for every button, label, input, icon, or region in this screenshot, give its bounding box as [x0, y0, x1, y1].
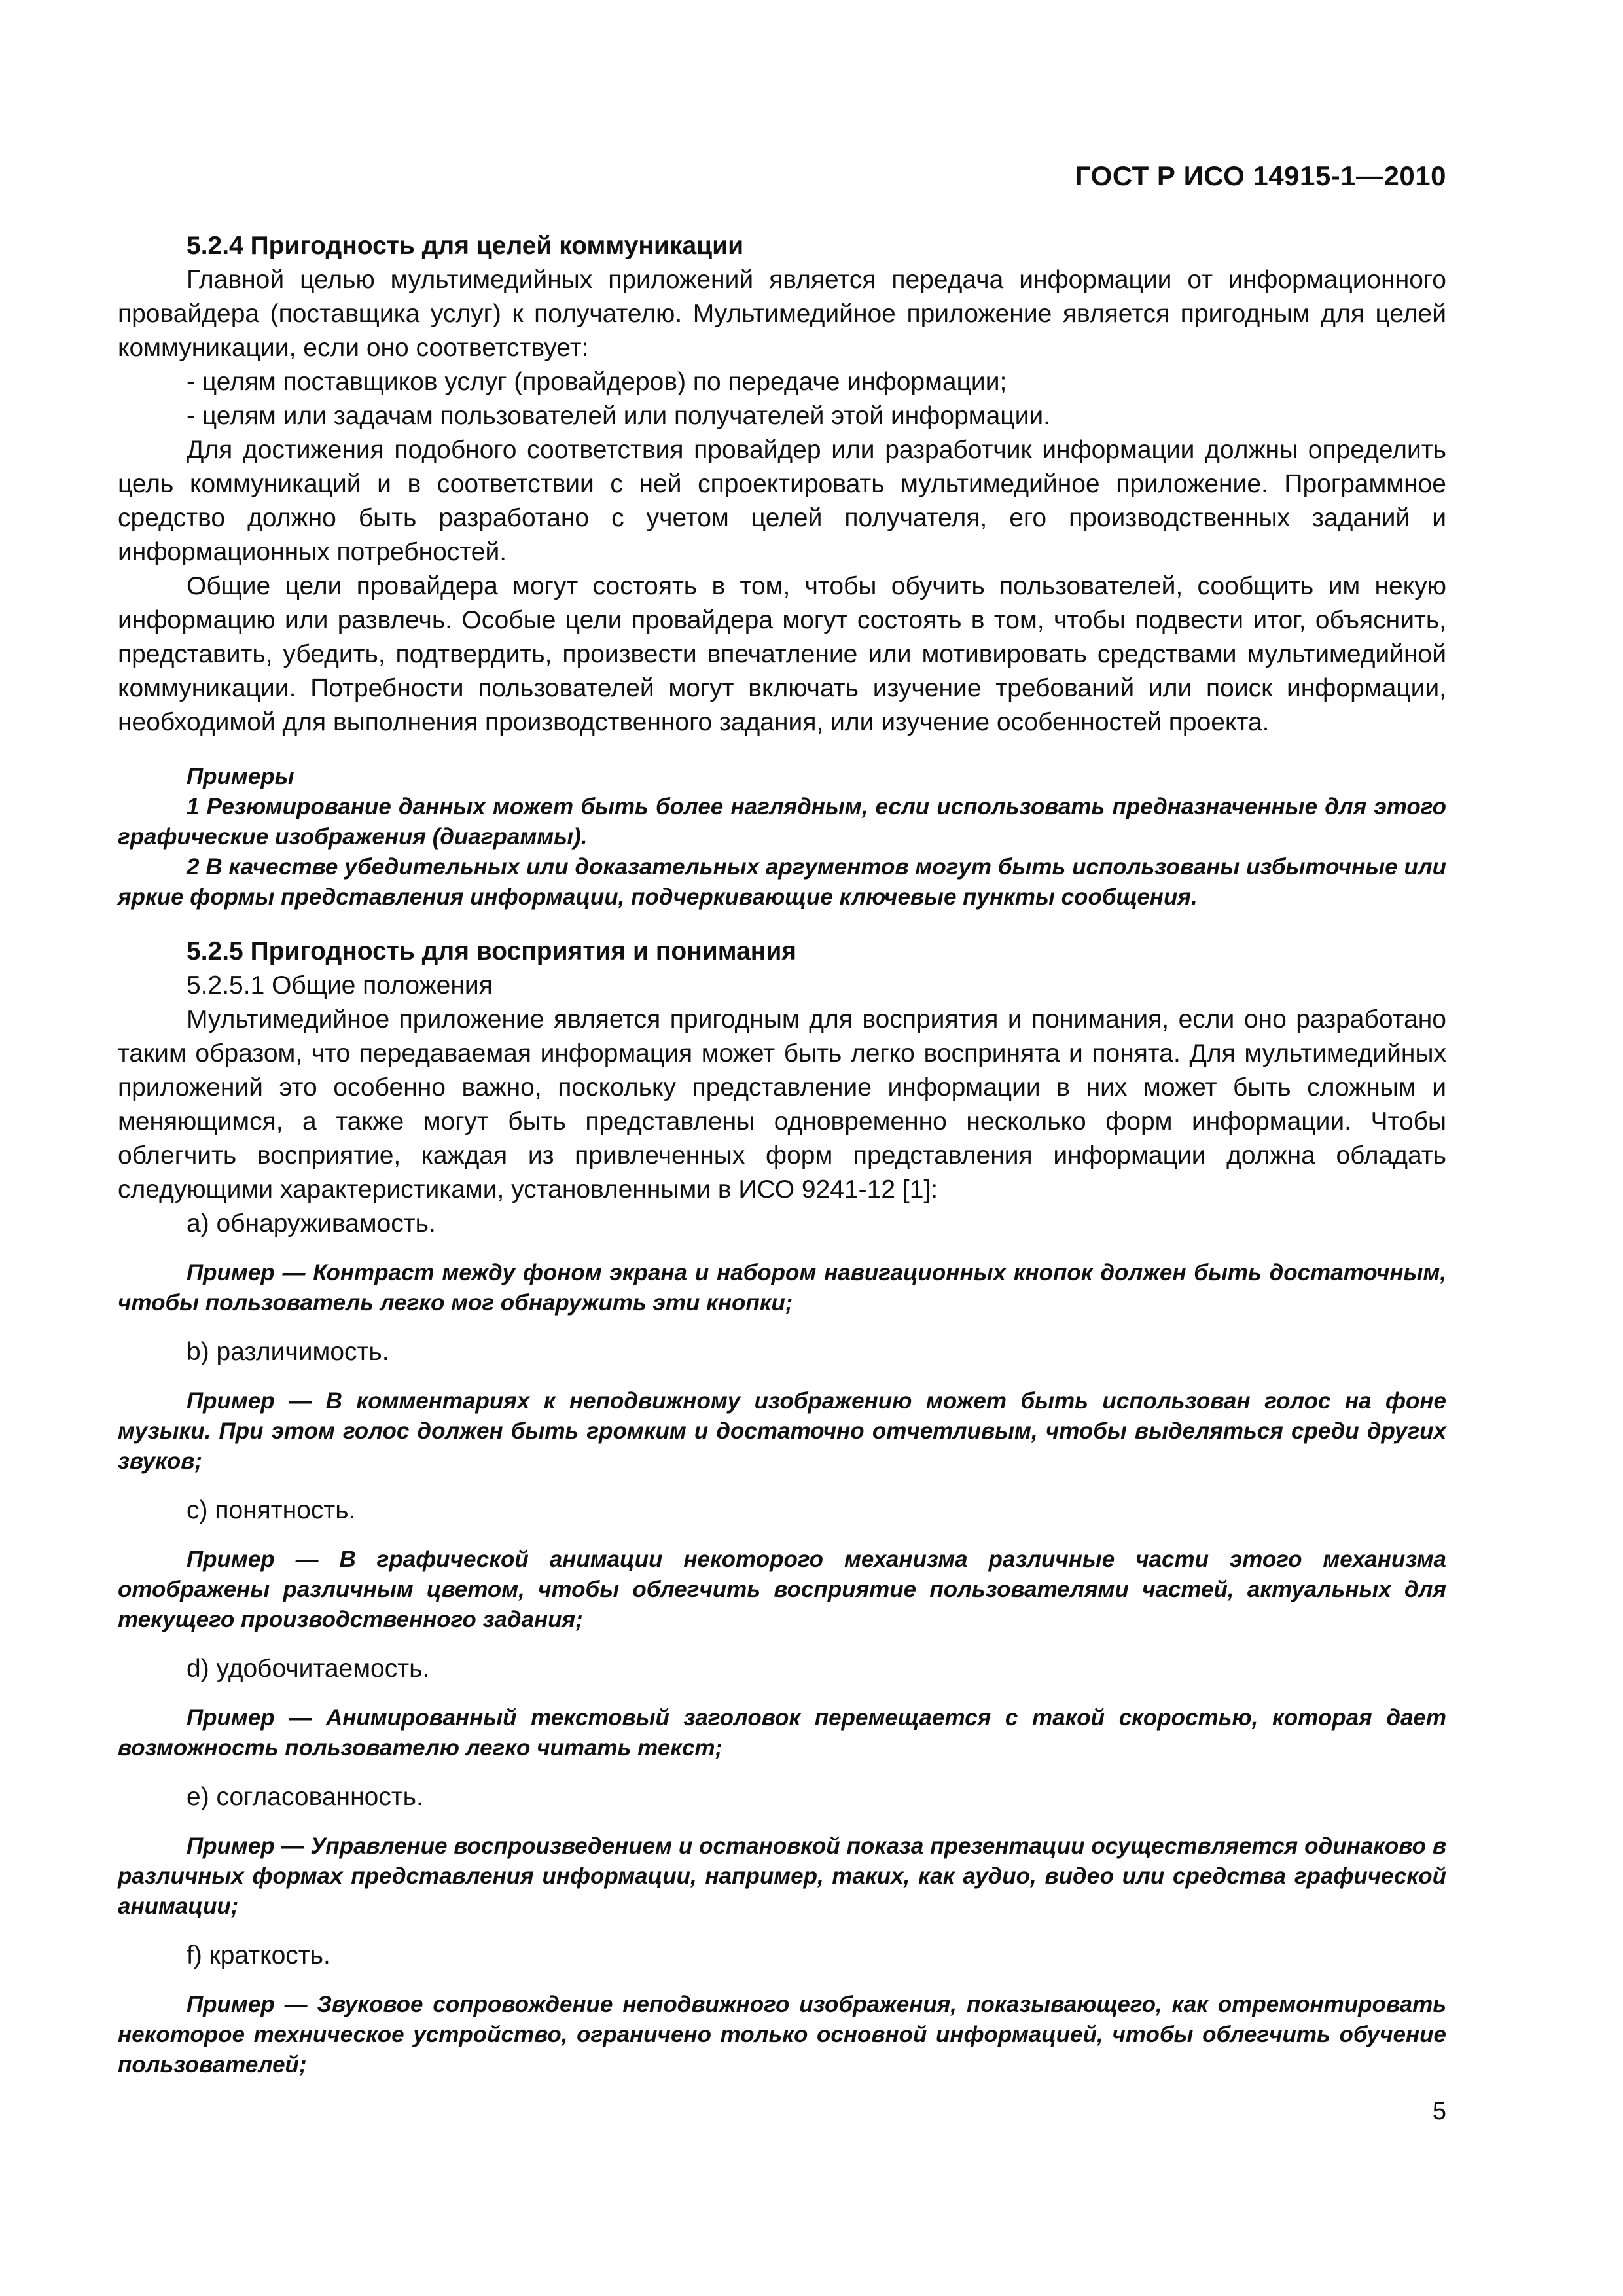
characteristic-label: f) краткость. [187, 1941, 330, 1969]
characteristic-label: e) согласованность. [187, 1783, 423, 1811]
section-5251-heading: 5.2.5.1 Общие положения [187, 971, 493, 999]
characteristic-label: c) понятность. [187, 1496, 356, 1524]
section-524-paragraph-3: Общие цели провайдера могут состоять в том, чтобы обучить пользователей, сообщить им некую информацию или развлечь. Особые цели провайдера могут состоять в том, чтобы подвести итог, объяснить, представить, убедить, подтвердить, произвести впечатление или мотивировать средствами мультимедийной коммуникации. Потребности пользователей могут включать изучение требований или поиск информации, необходимой для выполнения производственного задания, или изучение особенностей проекта. [118, 572, 1446, 736]
characteristic-example: Пример — Звуковое сопровождение неподвижного изображения, показывающего, как отремонтировать некоторое техническое устройство, ограничено только основной информацией, чтобы облегчить обучение пользователей; [118, 1992, 1446, 2077]
characteristic-example: Пример — Управление воспроизведением и остановкой показа презентации осуществляется одинаково в различных формах представления информации, например, таких, как аудио, видео или средства графической анимации; [118, 1833, 1446, 1919]
characteristic-label: a) обнаруживамость. [187, 1210, 436, 1238]
characteristic-example: Пример — Контраст между фоном экрана и набором навигационных кнопок должен быть достаточным, чтобы пользователь легко мог обнаружить эти кнопки; [118, 1260, 1446, 1316]
characteristic-example: Пример — В графической анимации некоторого механизма различные части этого механизма отображены различным цветом, чтобы облегчить восприятие пользователями частей, актуальных для текущего производственного задания; [118, 1547, 1446, 1632]
page-body [118, 229, 1446, 2080]
page-number: 5 [1432, 2098, 1446, 2125]
document-code-header: ГОСТ Р ИСО 14915-1—2010 [1075, 160, 1446, 191]
section-524-paragraph-2: Для достижения подобного соответствия провайдер или разработчик информации должны определить цель коммуникаций и в соответствии с ней спроектировать мультимедийное приложение. Программное средство должно быть разработано с учетом целей получателя, его производственных заданий и информационных потребностей. [118, 436, 1446, 566]
characteristic-example: Пример — Анимированный текстовый заголовок перемещается с такой скоростью, которая дает возможность пользователю легко читать текст; [118, 1705, 1446, 1761]
examples-title: Примеры [187, 764, 294, 789]
examples-block [118, 762, 1446, 912]
section-525-paragraph-1: Мультимедийное приложение является пригодным для восприятия и понимания, если оно разработано таким образом, что передаваемая информация может быть легко воспринята и понята. Для мультимедийных приложений это особенно важно, поскольку представление информации в них может быть сложным и меняющимся, а также могут быть представлены одновременно несколько форм информации. Чтобы облегчить восприятие, каждая из привлеченных форм представления информации должна обладать следующими характеристиками, установленными в ИСО 9241-12 [1]: [118, 1005, 1446, 1204]
characteristic-example: Пример — В комментариях к неподвижному изображению может быть использован голос на фоне музыки. При этом голос должен быть громким и достаточно отчетливым, чтобы выделяться среди других звуков; [118, 1388, 1446, 1474]
list-item: - целям или задачам пользователей или получателей этой информации. [187, 402, 1051, 430]
characteristic-label: d) удобочитаемость. [187, 1655, 430, 1683]
section-524-heading: 5.2.4 Пригодность для целей коммуникации [187, 232, 744, 260]
characteristic-label: b) различимость. [187, 1338, 389, 1366]
example-item: 2 В качестве убедительных или доказательных аргументов могут быть использованы избыточные или яркие формы представления информации, подчеркивающие ключевые пункты сообщения. [118, 854, 1446, 910]
list-item: - целям поставщиков услуг (провайдеров) по передаче информации; [187, 368, 1007, 396]
section-525-heading: 5.2.5 Пригодность для восприятия и понимания [187, 937, 797, 965]
example-item: 1 Резюмирование данных может быть более наглядным, если использовать предназначенные для этого графические изображения (диаграммы). [118, 794, 1446, 850]
section-524-paragraph-1: Главной целью мультимедийных приложений является передача информации от информационного провайдера (поставщика услуг) к получателю. Мультимедийное приложение является пригодным для целей коммуникации, если оно соответствует: [118, 266, 1446, 362]
